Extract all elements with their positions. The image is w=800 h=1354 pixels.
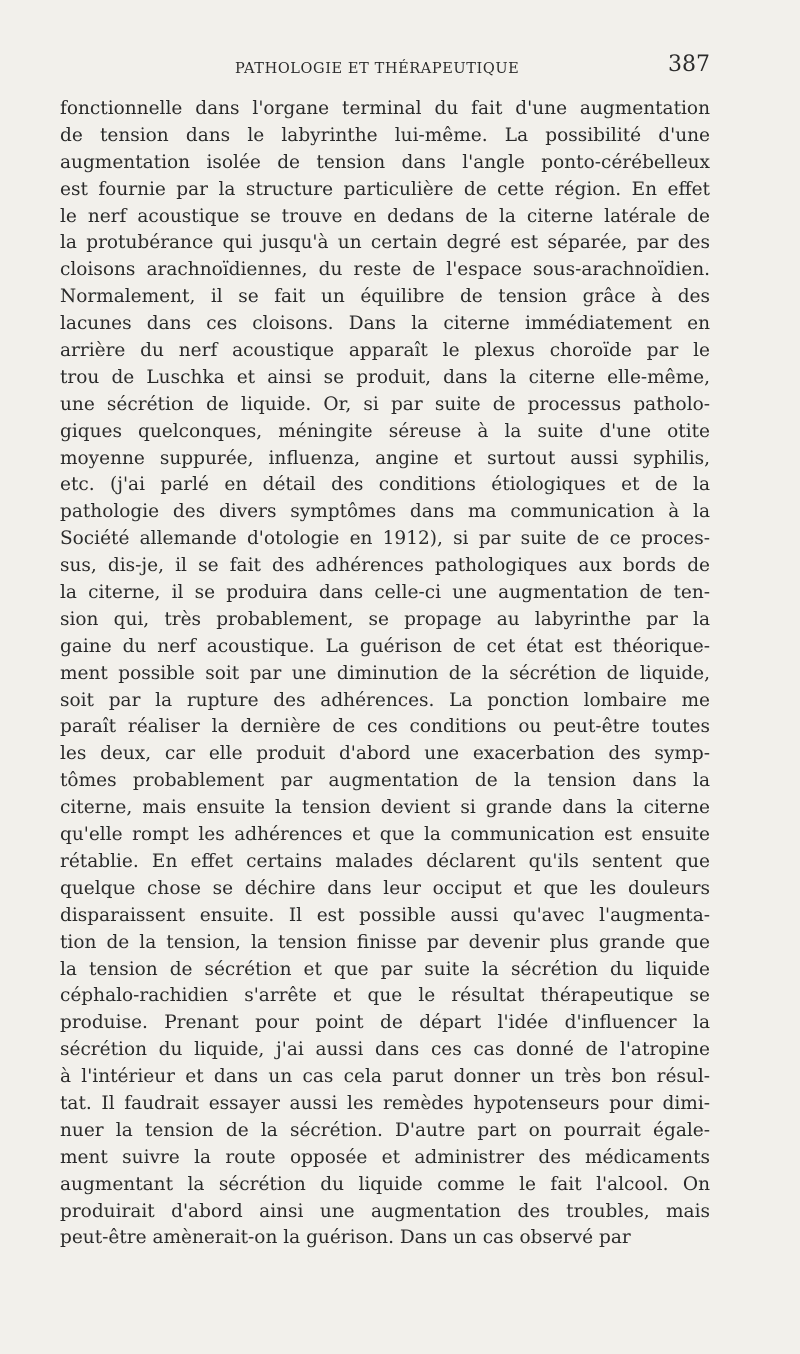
text-line: lacunes dans ces cloisons. Dans la citerne immédiatement en (60, 313, 710, 335)
text-line: céphalo-rachidien s'arrête et que le résultat thérapeutique se (60, 985, 710, 1007)
text-line: nuer la tension de la sécrétion. D'autre part on pourrait égale- (60, 1119, 710, 1141)
text-line: paraît réaliser la dernière de ces conditions ou peut-être toutes (60, 716, 710, 738)
text-line: rétablie. En effet certains malades déclarent qu'ils sentent que (60, 850, 710, 872)
text-line: pathologie des divers symptômes dans ma communication à la (60, 501, 710, 523)
text-line: disparaissent ensuite. Il est possible aussi qu'avec l'augmenta- (60, 904, 710, 926)
text-line: sécrétion du liquide, j'ai aussi dans ces cas donné de l'atropine (60, 1039, 710, 1061)
text-line: moyenne suppurée, influenza, angine et surtout aussi syphilis, (60, 447, 710, 469)
text-line: citerne, mais ensuite la tension devient si grande dans la citerne (60, 797, 710, 819)
text-line: gaine du nerf acoustique. La guérison de cet état est théorique- (60, 635, 710, 657)
text-line: tat. Il faudrait essayer aussi les remèdes hypotenseurs pour dimi- (60, 1092, 710, 1114)
text-line: ment suivre la route opposée et administrer des médicaments (60, 1146, 710, 1168)
text-line: la protubérance qui jusqu'à un certain degré est séparée, par des (60, 232, 710, 254)
text-line: sus, dis-je, il se fait des adhérences pathologiques aux bords de (60, 555, 710, 577)
text-line: arrière du nerf acoustique apparaît le plexus choroïde par le (60, 340, 710, 362)
text-line: augmentation isolée de tension dans l'angle ponto-cérébelleux (60, 151, 710, 173)
text-line: la citerne, il se produira dans celle-ci une augmentation de ten- (60, 582, 710, 604)
text-line: tion de la tension, la tension finisse par devenir plus grande que (60, 931, 710, 953)
text-line: fonctionnelle dans l'organe terminal du fait d'une augmentation (60, 98, 710, 119)
text-line: est fournie par la structure particulière de cette région. En effet (60, 178, 710, 200)
text-line: Société allemande d'otologie en 1912), si par suite de ce proces- (60, 528, 710, 550)
page-header (60, 52, 710, 88)
text-line: ment possible soit par une diminution de la sécrétion de liquide, (60, 662, 710, 684)
text-line: giques quelconques, méningite séreuse à la suite d'une otite (60, 420, 710, 442)
text-line: peut-être amènerait-on la guérison. Dans un cas observé par (60, 1227, 631, 1249)
text-line: produise. Prenant pour point de départ l'idée d'influencer la (60, 1012, 710, 1034)
text-line: produirait d'abord ainsi une augmentation des troubles, mais (60, 1200, 710, 1222)
running-title: PATHOLOGIE ET THÉRAPEUTIQUE (235, 61, 520, 77)
text-line: sion qui, très probablement, se propage au labyrinthe par la (60, 608, 710, 630)
page-number: 387 (668, 52, 710, 77)
text-line: quelque chose se déchire dans leur occiput et que les douleurs (60, 877, 710, 899)
text-line: le nerf acoustique se trouve en dedans de la citerne latérale de (60, 205, 710, 227)
text-line: tômes probablement par augmentation de la tension dans la (60, 770, 710, 792)
text-line: augmentant la sécrétion du liquide comme le fait l'alcool. On (60, 1173, 710, 1195)
text-line: trou de Luschka et ainsi se produit, dans la citerne elle-même, (60, 366, 710, 388)
text-line: les deux, car elle produit d'abord une exacerbation des symp- (60, 743, 710, 765)
text-line: une sécrétion de liquide. Or, si par suite de processus patholo- (60, 393, 710, 415)
text-line: qu'elle rompt les adhérences et que la communication est ensuite (60, 824, 710, 846)
body-text (60, 96, 710, 1252)
text-line: cloisons arachnoïdiennes, du reste de l'espace sous-arachnoïdien. (60, 259, 710, 281)
text-line: Normalement, il se fait un équilibre de tension grâce à des (60, 286, 710, 308)
text-line: à l'intérieur et dans un cas cela parut donner un très bon résul- (60, 1066, 710, 1088)
text-line: la tension de sécrétion et que par suite la sécrétion du liquide (60, 958, 710, 980)
text-line: soit par la rupture des adhérences. La ponction lombaire me (60, 689, 710, 711)
text-line: etc. (j'ai parlé en détail des conditions étiologiques et de la (60, 474, 710, 496)
text-line: de tension dans le labyrinthe lui-même. La possibilité d'une (60, 124, 710, 146)
